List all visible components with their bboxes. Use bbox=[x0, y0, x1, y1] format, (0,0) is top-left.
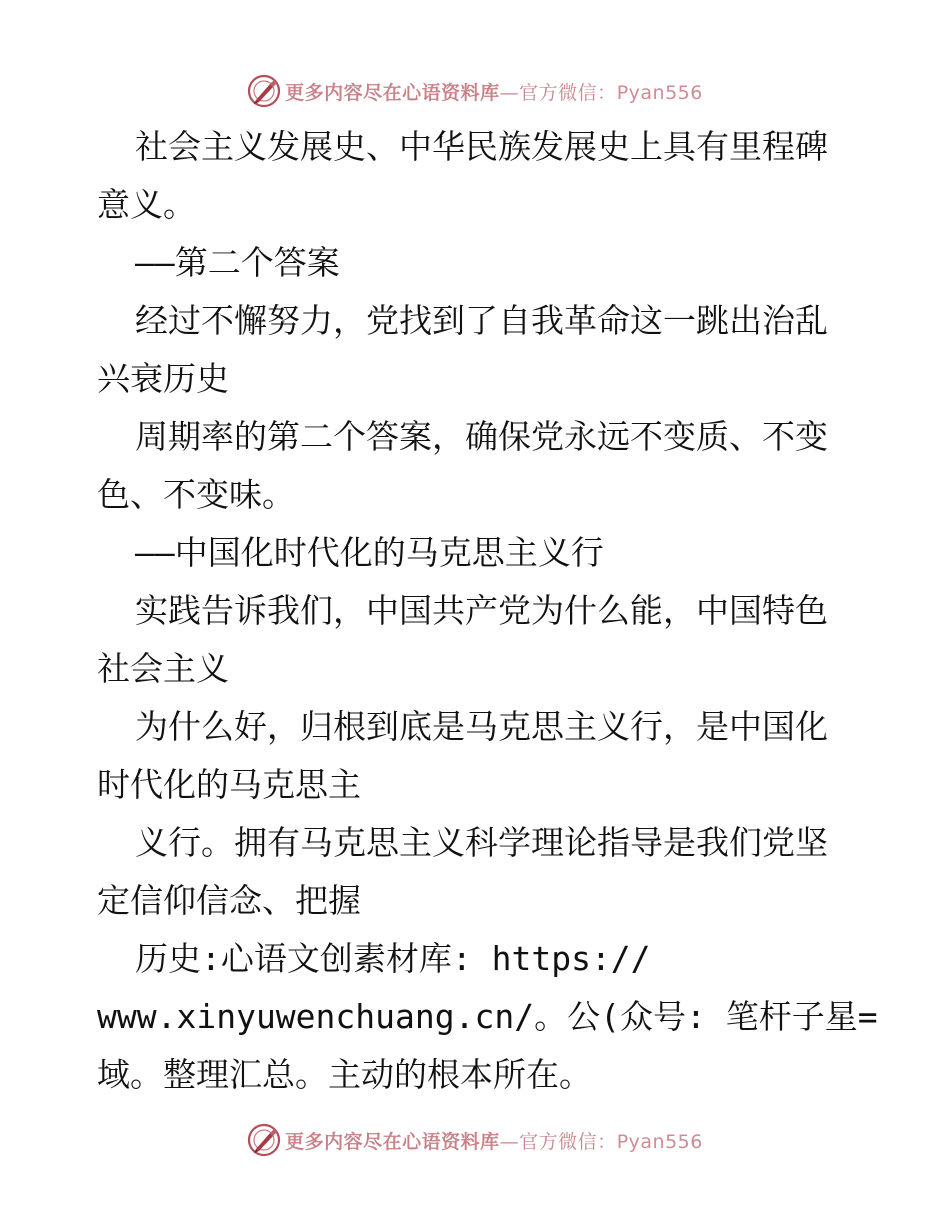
text-line: 意义。 bbox=[97, 185, 196, 224]
text-line: 时代化的马克思主 bbox=[97, 765, 361, 804]
body-text bbox=[97, 118, 878, 1104]
text-line: 经过不懈努力，党找到了自我革命这一跳出治乱 bbox=[135, 301, 828, 340]
footer-banner-sep: — bbox=[499, 1130, 520, 1153]
footer-banner-wechat: Pyan556 bbox=[616, 1130, 703, 1153]
text-line: 历史:心语文创素材库: https:// bbox=[135, 939, 651, 978]
text-line: ——中国化时代化的马克思主义行 bbox=[135, 533, 604, 572]
text-line: www.xinyuwenchuang.cn/。公(众号: 笔杆子星= bbox=[97, 997, 878, 1036]
header-banner-label: 官方微信： bbox=[519, 81, 617, 104]
footer-banner-label: 官方微信： bbox=[519, 1130, 617, 1153]
text-line: 社会主义 bbox=[97, 649, 229, 688]
footer-banner-text bbox=[285, 1127, 703, 1154]
text-line: 兴衰历史 bbox=[97, 359, 229, 398]
text-line: 义行。拥有马克思主义科学理论指导是我们党坚 bbox=[135, 823, 828, 862]
text-line: 实践告诉我们，中国共产党为什么能，中国特色 bbox=[135, 591, 828, 630]
text-line: 社会主义发展史、中华民族发展史上具有里程碑 bbox=[135, 127, 828, 166]
pen-logo-icon bbox=[247, 74, 281, 108]
text-line: 为什么好，归根到底是马克思主义行，是中国化 bbox=[135, 707, 828, 746]
footer-banner bbox=[0, 1120, 950, 1160]
header-banner-sep: — bbox=[499, 81, 520, 104]
footer-banner-main: 更多内容尽在心语资料库 bbox=[285, 1130, 500, 1153]
text-line: 周期率的第二个答案，确保党永远不变质、不变 bbox=[135, 417, 828, 456]
text-line: ——第二个答案 bbox=[135, 243, 340, 282]
text-line: 定信仰信念、把握 bbox=[97, 881, 361, 920]
pen-logo-icon bbox=[247, 1123, 281, 1157]
text-line: 色、不变味。 bbox=[97, 475, 295, 514]
header-banner bbox=[0, 71, 950, 111]
text-line: 域。整理汇总。主动的根本所在。 bbox=[97, 1055, 592, 1094]
header-banner-text bbox=[285, 78, 703, 105]
header-banner-wechat: Pyan556 bbox=[616, 81, 703, 104]
header-banner-main: 更多内容尽在心语资料库 bbox=[285, 81, 500, 104]
